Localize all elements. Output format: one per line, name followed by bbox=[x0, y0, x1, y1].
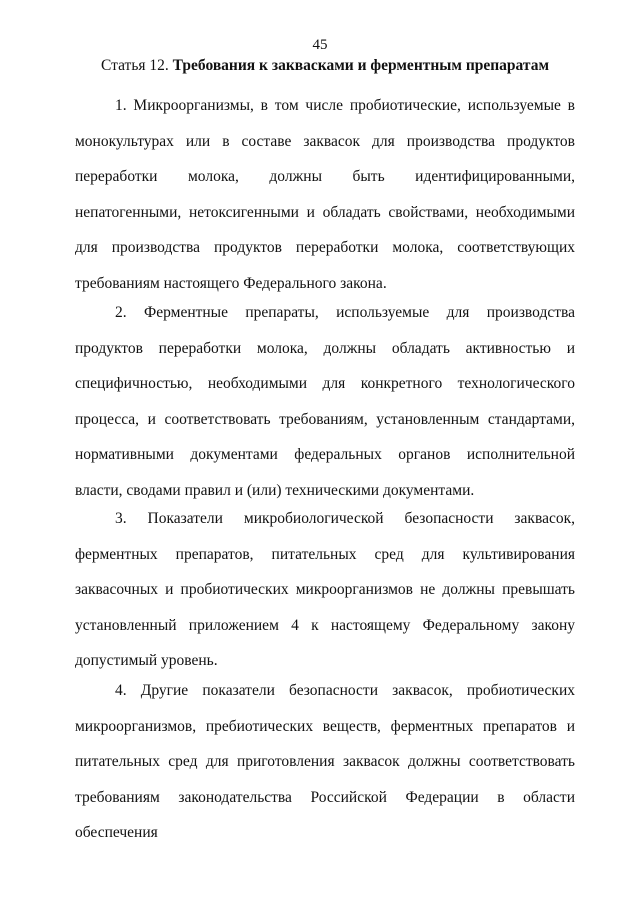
article-heading bbox=[75, 57, 575, 75]
page-number: 45 bbox=[312, 37, 328, 53]
article-number: Статья 12. bbox=[100, 57, 173, 74]
article-title: Требования к заквасками и ферментным препаратам bbox=[172, 57, 550, 74]
paragraph-3: 3. Показатели микробиологической безопасности заквасок, ферментных препаратов, питательных сред для культивирования заквасочных и пробиотических микроорганизмов не должны превышать установленный приложением 4 к настоящему Федеральному закону допустимый уровень. bbox=[75, 510, 575, 669]
paragraph-4: 4. Другие показатели безопасности заквасок, пробиотических микроорганизмов, пребиотических веществ, ферментных препаратов и питательных сред для приготовления заквасок должны соответствовать требованиям законодательства Российской Федерации в области обеспечения bbox=[75, 682, 575, 841]
paragraph-1: 1. Микроорганизмы, в том числе пробиотические, используемые в монокультурах или в составе заквасок для производства продуктов переработки молока, должны быть идентифицированными, непатогенными, нетоксигенными и обладать свойствами, необходимыми для производства продуктов переработки молока, соответствующих требованиям настоящего Федерального закона. bbox=[75, 97, 575, 292]
paragraph-2: 2. Ферментные препараты, используемые для производства продуктов переработки молока, должны обладать активностью и специфичностью, необходимыми для конкретного технологического процесса, и соответствовать требованиям, установленным стандартами, нормативными документами федеральных органов исполнительной власти, сводами правил и (или) техническими документами. bbox=[75, 304, 575, 499]
